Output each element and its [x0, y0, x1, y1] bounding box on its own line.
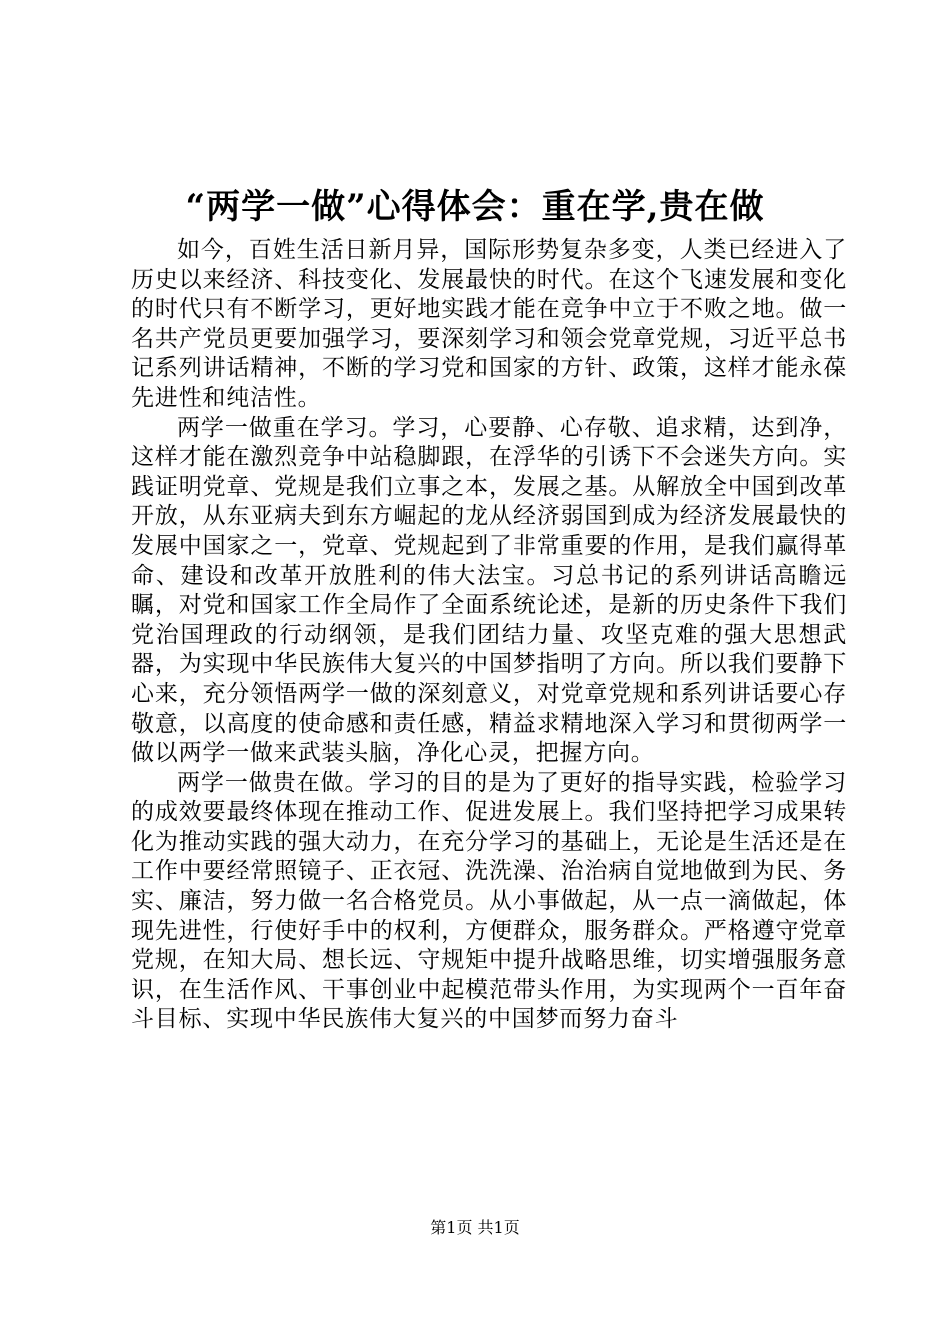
paragraph-intro: 如今，百姓生活日新月异，国际形势复杂多变，人类已经进入了历史以来经济、科技变化、发展最快的时代。在这个飞速发展和变化的时代只有不断学习，更好地实践才能在竞争中立于不败之地。做一名共产党员更要加强学习，要深刻学习和领会党章党规，习近平总书记系列讲话精神，不断的学习党和国家的方针、政策，这样才能永葆先进性和纯洁性。 [131, 237, 847, 411]
page-footer: 第1页 共1页 [430, 1218, 520, 1237]
paragraph-study: 两学一做重在学习。学习，心要静、心存敬、追求精，达到净，这样才能在激烈竞争中站稳脚跟，在浮华的引诱下不会迷失方向。实践证明党章、党规是我们立事之本，发展之基。从解放全中国到改革开放，从东亚病夫到东方崛起的龙从经济弱国到成为经济发展最快的发展中国家之一，党章、党规起到了非常重要的作用，是我们赢得革命、建设和改革开放胜利的伟大法宝。习总书记的系列讲话高瞻远瞩，对党和国家工作全局作了全面系统论述，是新的历史条件下我们党治国理政的行动纲领，是我们团结力量、攻坚克难的强大思想武器，为实现中华民族伟大复兴的中国梦指明了方向。所以我们要静下心来，充分领悟两学一做的深刻意义，对党章党规和系列讲话要心存敬意，以高度的使命感和责任感，精益求精地深入学习和贯彻两学一做以两学一做来武装头脑，净化心灵，把握方向。 [131, 414, 847, 767]
document-body [131, 236, 847, 1035]
document-title: “两学一做”心得体会：重在学,贵在做 [185, 187, 765, 227]
paragraph-practice: 两学一做贵在做。学习的目的是为了更好的指导实践，检验学习的成效要最终体现在推动工作、促进发展上。我们坚持把学习成果转化为推动实践的强大动力，在充分学习的基础上，无论是生活还是在工作中要经常照镜子、正衣冠、洗洗澡、治治病自觉地做到为民、务实、廉洁，努力做一名合格党员。从小事做起，从一点一滴做起，体现先进性，行使好手中的权利，方便群众，服务群众。严格遵守党章党规，在知大局、想长远、守规矩中提升战略思维，切实增强服务意识，在生活作风、干事创业中起模范带头作用，为实现两个一百年奋斗目标、实现中华民族伟大复兴的中国梦而努力奋斗 [131, 769, 847, 1033]
